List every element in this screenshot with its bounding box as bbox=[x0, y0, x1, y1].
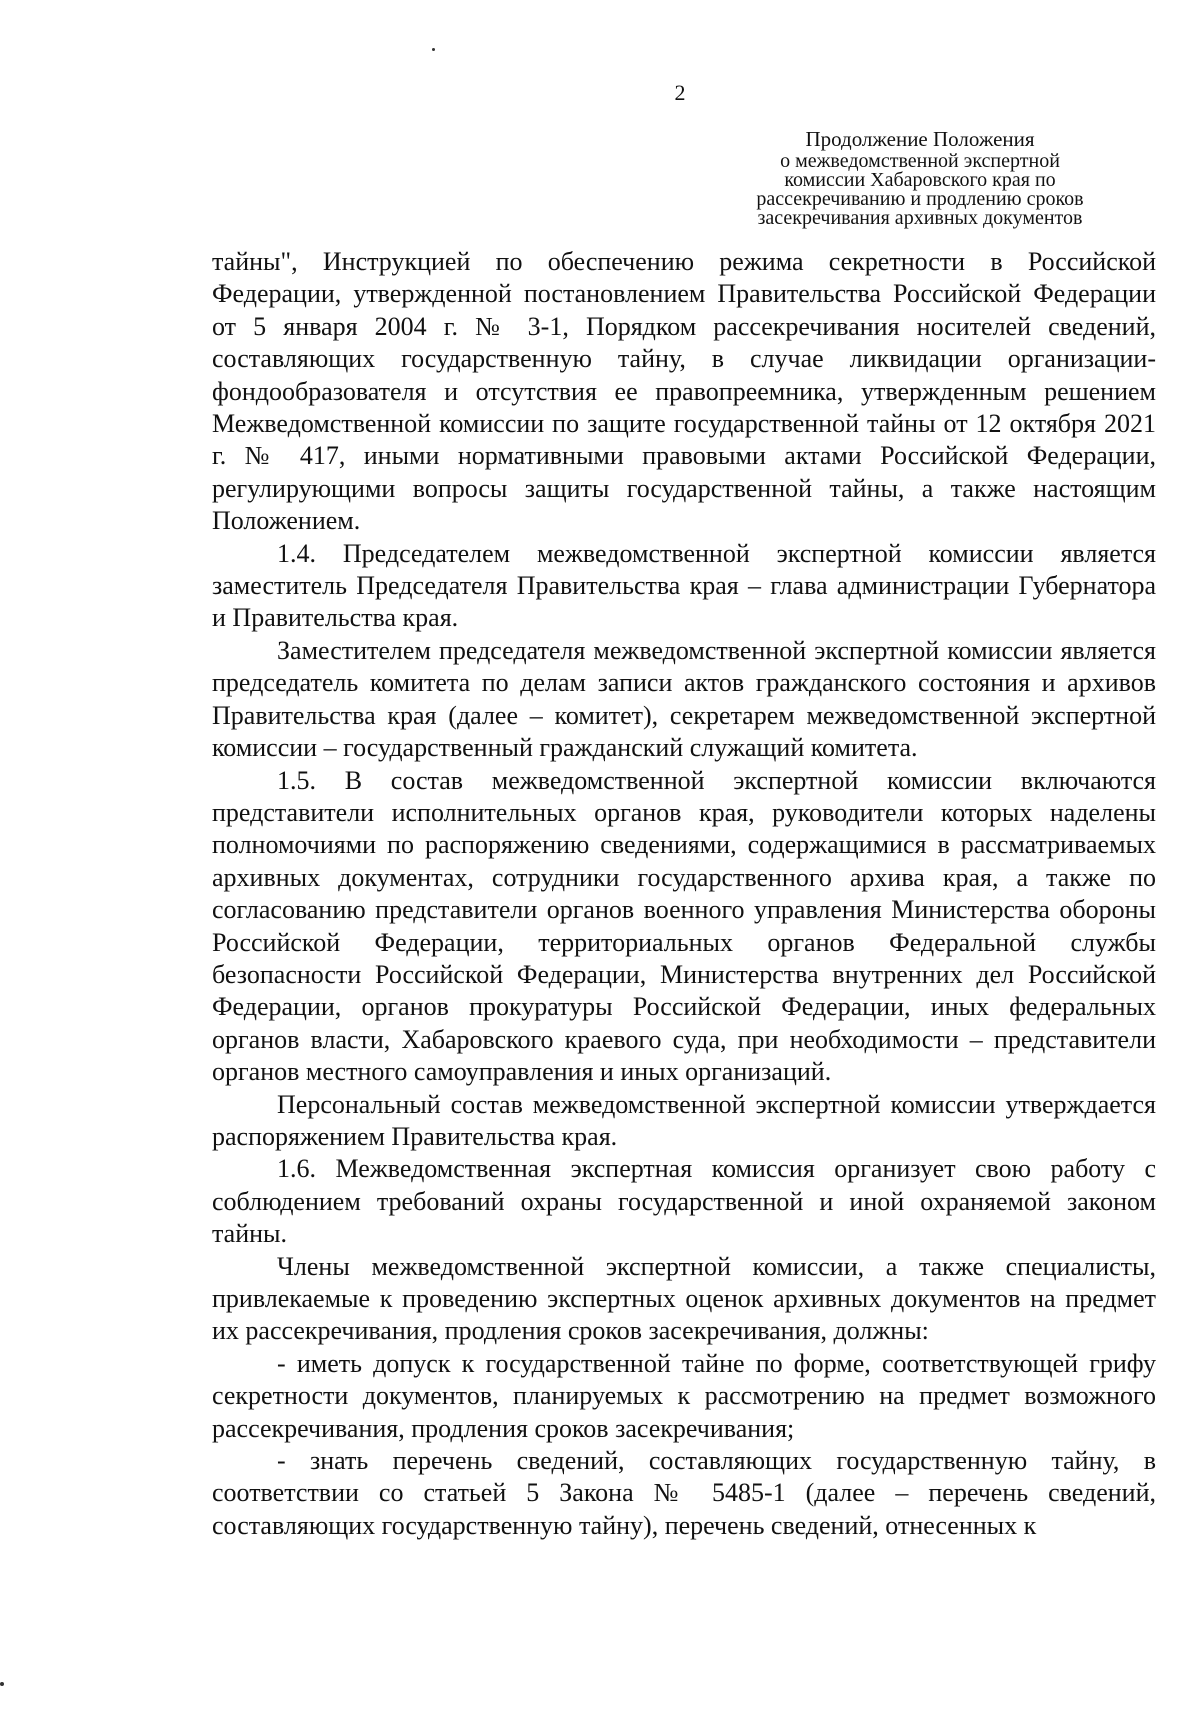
paragraph-section-1-5: 1.5. В состав межведомственной экспертной комиссии включаются представители исполнительных органов края, руководители которых наделены полномочиями по распоряжению сведениями, содержащимися в рассматриваемых архивных документах, сотрудники государственного архива края, а также по согласованию представители органов военного управления Министерства обороны Российской Федерации, территориальных органов Федеральной службы безопасности Российской Федерации, Министерства внутренних дел Российской Федерации, органов прокуратуры Российской Федерации, иных федеральных органов власти, Хабаровского краевого суда, при необходимости – представители органов местного самоуправления и иных организаций. bbox=[212, 765, 1156, 1087]
paragraph-section-1-4: 1.4. Председателем межведомственной экспертной комиссии является заместитель Председателя Правительства края – глава администрации Губернатора и Правительства края. bbox=[212, 538, 1156, 633]
paragraph-section-1-6: 1.6. Межведомственная экспертная комиссия организует свою работу с соблюдением требований охраны государственной и иной охраняемой законом тайны. bbox=[212, 1154, 1156, 1249]
list-item: - знать перечень сведений, составляющих государственную тайну, в соответствии со статьей 5 Закона № 5485-1 (далее – перечень сведений, составляющих государственную тайну), перечень сведений, отнесенных к bbox=[212, 1446, 1156, 1540]
paragraph: Заместителем председателя межведомственной экспертной комиссии является председатель комитета по делам записи актов гражданского состояния и архивов Правительства края (далее – комитет), секретарем межведомственной экспертной комиссии – государственный гражданский служащий комитета. bbox=[212, 635, 1156, 763]
document-header bbox=[700, 126, 1140, 228]
header-line: комиссии Хабаровского края по bbox=[784, 169, 1056, 191]
header-line: рассекречиванию и продлению сроков bbox=[756, 188, 1084, 210]
list-item: - иметь допуск к государственной тайне по форме, соответствующей грифу секретности документов, планируемых к рассмотрению на предмет возможного рассекречивания, продления сроков засекречивания; bbox=[212, 1348, 1156, 1443]
header-line: засекречивания архивных документов bbox=[757, 207, 1083, 229]
header-line: о межведомственной экспертной bbox=[780, 150, 1060, 172]
header-title: Продолжение Положения bbox=[805, 127, 1035, 151]
paragraph: Персональный состав межведомственной экспертной комиссии утверждается распоряжением Правительства края. bbox=[212, 1089, 1156, 1151]
page-number: 2 bbox=[674, 80, 686, 105]
scan-speck bbox=[0, 1682, 4, 1686]
scan-speck bbox=[432, 48, 435, 51]
document-body bbox=[212, 246, 1156, 1542]
paragraph: тайны", Инструкцией по обеспечению режима секретности в Российской Федерации, утвержденной постановлением Правительства Российской Федерации от 5 января 2004 г. № 3-1, Порядком рассекречивания носителей сведений, составляющих государственную тайну, в случае ликвидации организации-фондообразователя и отсутствия ее правопреемника, утвержденным решением Межведомственной комиссии по защите государственной тайны от 12 октября 2021 г. № 417, иными нормативными правовыми актами Российской Федерации, регулирующими вопросы защиты государственной тайны, а также настоящим Положением. bbox=[212, 247, 1156, 536]
paragraph: Члены межведомственной экспертной комиссии, а также специалисты, привлекаемые к проведению экспертных оценок архивных документов на предмет их рассекречивания, продления сроков засекречивания, должны: bbox=[212, 1251, 1156, 1346]
